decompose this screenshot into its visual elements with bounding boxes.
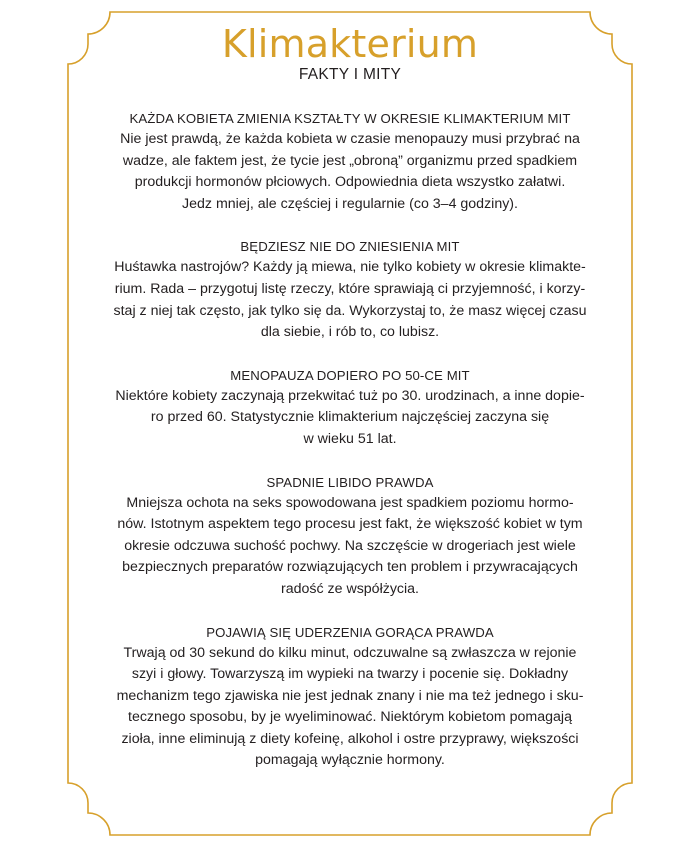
section-text-line: Huśtawka nastrojów? Każdy ją miewa, nie tylko kobiety w okresie klimakte-	[114, 259, 586, 276]
section-text-line: w wieku 51 lat.	[303, 430, 397, 447]
section-text-line: Trwają od 30 sekund do kilku minut, odczuwalne są zwłaszcza w rejonie	[123, 644, 577, 661]
section-text-line: Mniejsza ochota na seks spowodowana jest spadkiem poziomu hormo-	[126, 494, 574, 511]
section-text-line: pomagają wyłącznie hormony.	[255, 752, 445, 769]
section-text-line: ro przed 60. Statystycznie klimakterium najczęściej zaczyna się	[150, 409, 550, 426]
section-text-line: Jedz mniej, ale częściej i regularnie (co 3–4 godziny).	[182, 195, 518, 212]
section-text-line: wadze, ale faktem jest, że tycie jest „obroną” organizmu przed spadkiem	[122, 152, 578, 169]
section-5	[95, 623, 605, 773]
section-heading: KAŻDA KOBIETA ZMIENIA KSZTAŁTY W OKRESIE KLIMAKTERIUM MIT	[129, 111, 571, 126]
section-text-line: okresie odczuwa suchość pochwy. Na szczęście w drogeriach jest wiele	[124, 537, 576, 554]
section-text-line: rium. Rada – przygotuj listę rzeczy, które sprawiają ci przyjemność, i korzy-	[114, 280, 586, 297]
section-heading: MENOPAUZA DOPIERO PO 50-CE MIT	[230, 367, 470, 383]
section-text-line: staj z niej tak często, jak tylko się da. Wykorzystaj to, że masz więcej czasu	[113, 302, 587, 319]
section-3	[95, 366, 605, 451]
section-text-line: bezpiecznych preparatów rozwiązujących ten problem i przywracających	[122, 559, 578, 576]
section-text-line: radość ze współżycia.	[281, 580, 419, 597]
sections-list	[95, 109, 605, 772]
document-content	[95, 22, 605, 794]
page-title: Klimakterium	[221, 22, 479, 66]
section-text-line: Niektóre kobiety zaczynają przekwitać tuż po 30. urodzinach, a inne dopie-	[115, 387, 585, 404]
section-text-line: szyi i głowy. Towarzyszą im wypieki na twarzy i pocenie się. Dokładny	[131, 666, 569, 683]
section-heading: SPADNIE LIBIDO PRAWDA	[266, 474, 434, 490]
section-2	[95, 237, 605, 343]
section-text-line: zioła, inne eliminują z diety kofeinę, alkohol i ostre przyprawy, większości	[121, 730, 579, 747]
section-text-line: mechanizm tego zjawiska nie jest jednak znany i nie ma też jednego i sku-	[116, 687, 584, 704]
section-1	[95, 109, 605, 215]
section-text-line: nów. Istotnym aspektem tego procesu jest fakt, że większość kobiet w tym	[117, 516, 583, 533]
page-subtitle: FAKTY I MITY	[298, 66, 402, 83]
section-heading: POJAWIĄ SIĘ UDERZENIA GORĄCA PRAWDA	[206, 624, 494, 640]
section-text-line: produkcji hormonów płciowych. Odpowiednia dieta wszystko załatwi.	[134, 174, 566, 191]
section-text-line: Nie jest prawdą, że każda kobieta w czasie menopauzy musi przybrać na	[120, 131, 580, 147]
section-4	[95, 473, 605, 601]
section-text-line: dla siebie, i rób to, co lubisz.	[260, 324, 440, 341]
section-heading: BĘDZIESZ NIE DO ZNIESIENIA MIT	[240, 239, 460, 255]
section-text-line: tecznego sposobu, by je wyeliminować. Niektórym kobietom pomagają	[128, 709, 572, 726]
